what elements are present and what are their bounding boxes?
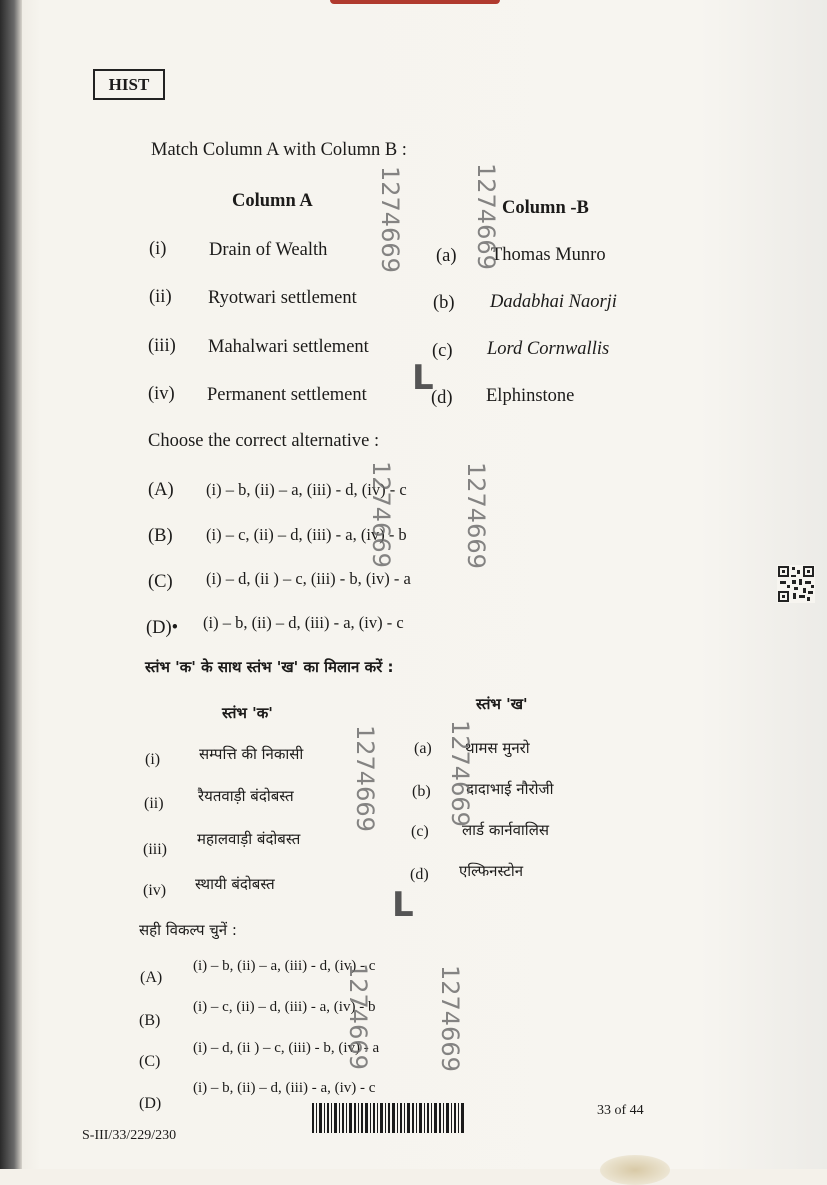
hindi-row-letter: (b) — [412, 783, 431, 800]
hindi-instruction: स्तंभ 'क' के साथ स्तंभ 'ख' का मिलान करें : — [145, 658, 394, 676]
stamp-number: 1274669 — [344, 963, 372, 1070]
english-option-text: (i) – b, (ii) – d, (iii) - a, (iv) - c — [203, 613, 404, 632]
hindi-choose-label: सही विकल्प चुनें : — [139, 921, 237, 939]
footer-code: S-III/33/229/230 — [82, 1128, 177, 1143]
english-row-b: Elphinstone — [486, 386, 575, 406]
english-row-num: (iv) — [148, 384, 175, 404]
english-row-a: Ryotwari settlement — [208, 288, 357, 308]
stamp-mark: L — [392, 885, 414, 925]
hindi-option-text: (i) – b, (ii) – d, (iii) - a, (iv) - c — [193, 1080, 376, 1096]
hindi-option-text: (i) – b, (ii) – a, (iii) - d, (iv) - c — [193, 958, 376, 974]
hindi-row-num: (iii) — [143, 841, 167, 858]
qr-code-icon — [777, 565, 815, 603]
english-option-label: (A) — [148, 480, 174, 500]
english-option-label: (C) — [148, 572, 173, 592]
english-row-b: Lord Cornwallis — [487, 339, 610, 359]
english-choose-label: Choose the correct alternative : — [148, 431, 380, 451]
english-row-num: (ii) — [149, 287, 172, 307]
hindi-row-a: महालवाड़ी बंदोबस्त — [197, 830, 301, 848]
english-row-letter: (a) — [436, 246, 457, 266]
hindi-row-letter: (c) — [411, 823, 429, 840]
english-row-letter: (d) — [431, 388, 453, 408]
hindi-row-b: एल्फिनस्टोन — [459, 862, 524, 880]
stamp-number: 1274669 — [472, 163, 500, 270]
english-row-num: (iii) — [148, 336, 176, 356]
stamp-number: 1274669 — [376, 166, 404, 273]
hindi-row-letter: (a) — [414, 740, 432, 757]
english-row-b: Thomas Munro — [491, 245, 606, 265]
stamp-number: 1274669 — [367, 461, 395, 568]
barcode-icon — [312, 1103, 464, 1133]
subject-code-box: HIST — [93, 69, 165, 100]
english-option-label: (D)• — [146, 618, 179, 638]
english-row-a: Permanent settlement — [207, 385, 367, 405]
english-option-text: (i) – b, (ii) – a, (iii) - d, (iv) - c — [206, 480, 407, 499]
english-row-a: Drain of Wealth — [209, 240, 328, 260]
english-option-label: (B) — [148, 526, 173, 546]
stamp-number: 1274669 — [446, 720, 474, 827]
hindi-row-num: (ii) — [144, 795, 164, 812]
hindi-row-b: लार्ड कार्नवालिस — [462, 821, 549, 839]
hindi-option-label: (C) — [139, 1053, 161, 1070]
top-red-mark — [330, 0, 500, 4]
english-row-num: (i) — [149, 239, 167, 259]
binding-shadow — [0, 0, 22, 1169]
hindi-option-text: (i) – d, (ii ) – c, (iii) - b, (iv) - a — [193, 1040, 380, 1056]
hindi-option-label: (B) — [139, 1012, 161, 1029]
english-option-text: (i) – d, (ii ) – c, (iii) - b, (iv) - a — [206, 569, 411, 588]
hindi-column-b-header: स्तंभ 'ख' — [476, 695, 528, 713]
stamp-number: 1274669 — [436, 965, 464, 1072]
stamp-mark: L — [412, 358, 434, 398]
stamp-number: 1274669 — [351, 725, 379, 832]
english-instruction: Match Column A with Column B : — [151, 140, 407, 160]
page-indicator: 33 of 44 — [597, 1103, 644, 1118]
english-option-text: (i) – c, (ii) – d, (iii) - a, (iv) - b — [206, 525, 407, 544]
english-column-a-header: Column A — [232, 191, 313, 211]
hindi-option-label: (A) — [140, 969, 163, 986]
english-column-b-header: Column -B — [502, 198, 589, 218]
thumb-shadow — [600, 1155, 670, 1185]
hindi-row-a: रैयतवाड़ी बंदोबस्त — [198, 787, 294, 805]
hindi-column-a-header: स्तंभ 'क' — [222, 704, 273, 722]
hindi-row-b: दादाभाई नौरोजी — [466, 780, 554, 798]
hindi-option-text: (i) – c, (ii) – d, (iii) - a, (iv) - b — [193, 999, 376, 1015]
hindi-row-num: (i) — [145, 751, 161, 768]
english-row-a: Mahalwari settlement — [208, 337, 369, 357]
hindi-row-a: सम्पत्ति की निकासी — [199, 745, 304, 763]
hindi-row-letter: (d) — [410, 866, 429, 883]
english-row-letter: (b) — [433, 293, 455, 313]
english-row-b: Dadabhai Naorji — [490, 292, 617, 312]
hindi-option-label: (D) — [139, 1095, 162, 1112]
hindi-row-num: (iv) — [143, 882, 167, 899]
english-row-letter: (c) — [432, 341, 453, 361]
hindi-row-a: स्थायी बंदोबस्त — [195, 875, 275, 893]
hindi-row-b: थामस मुनरो — [465, 739, 530, 757]
stamp-number: 1274669 — [462, 462, 490, 569]
